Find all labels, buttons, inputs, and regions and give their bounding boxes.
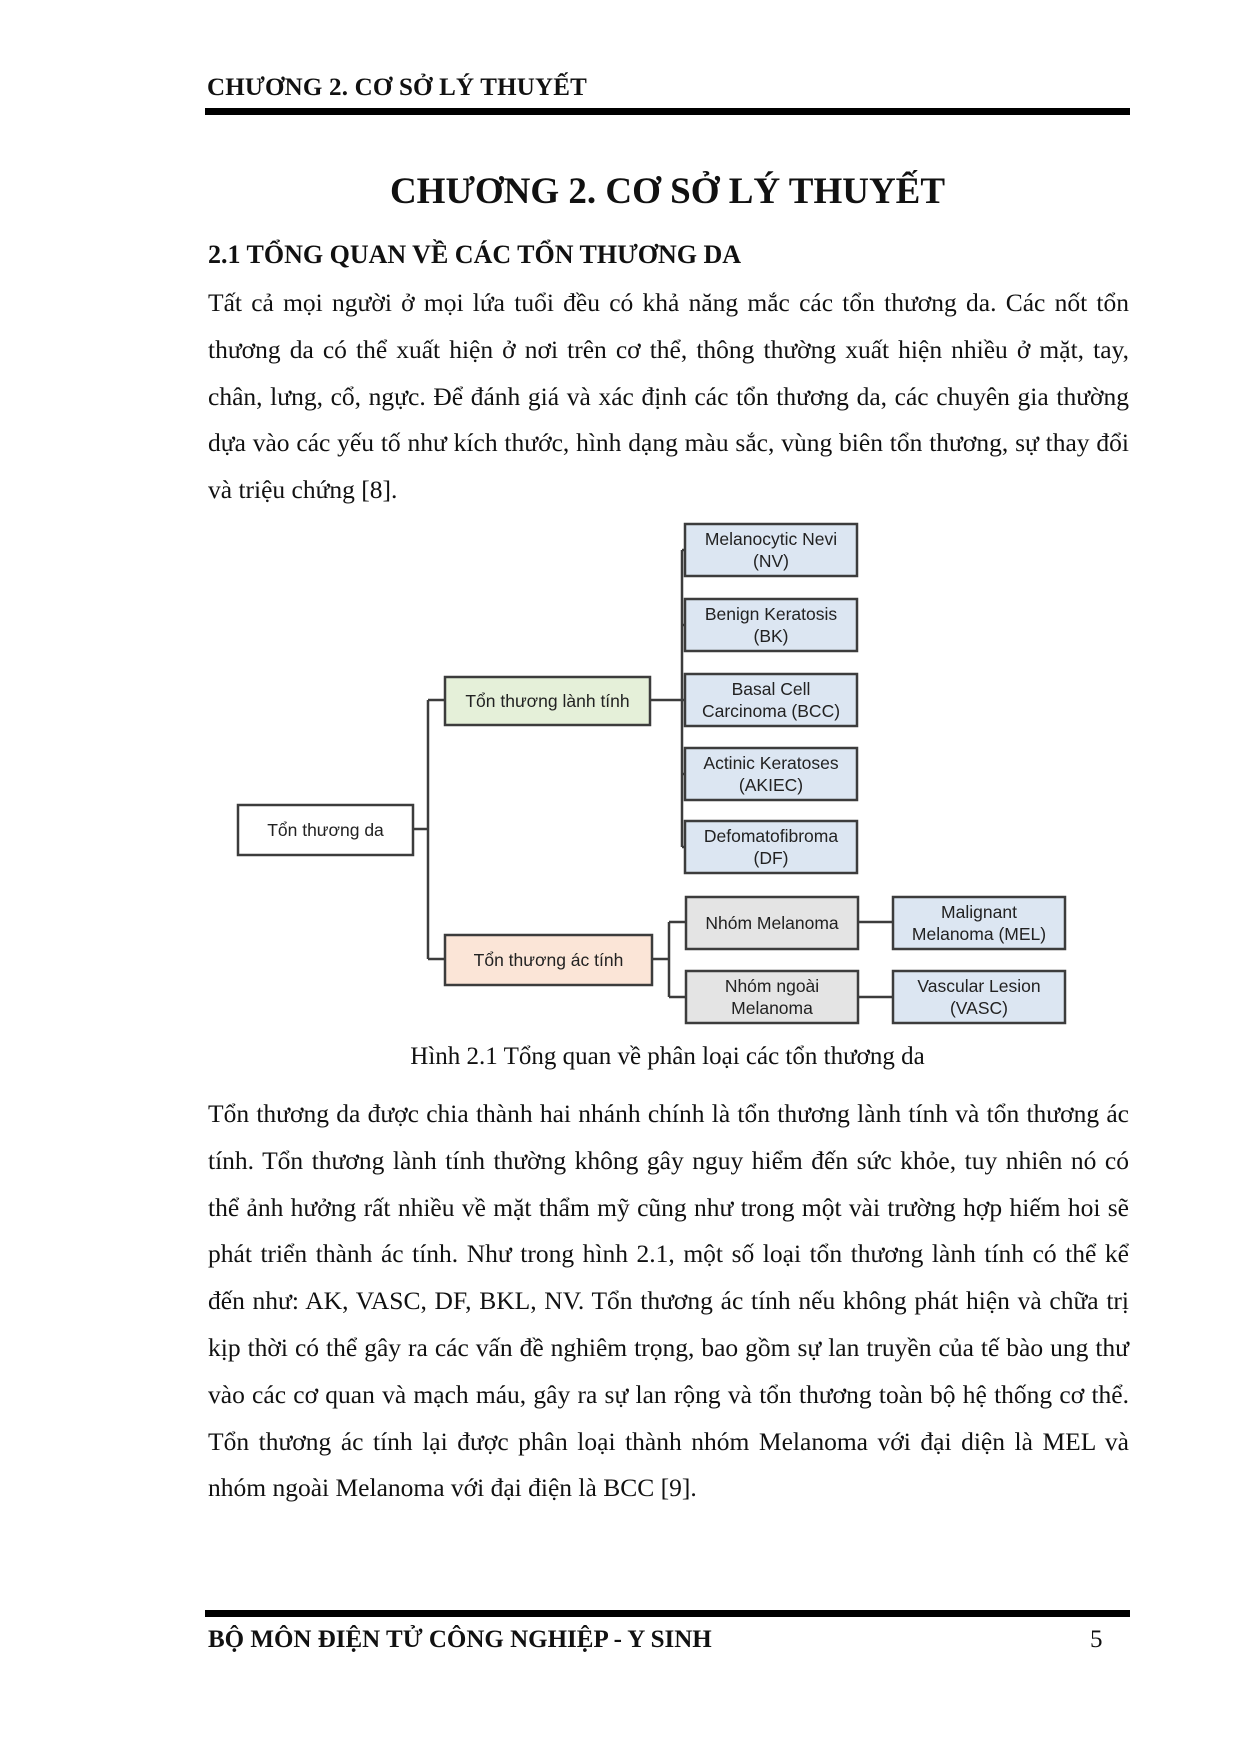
malignant-item-1-label: Melanoma (MEL) — [911, 924, 1047, 944]
section-title: 2.1 TỔNG QUAN VỀ CÁC TỔN THƯƠNG DA — [208, 240, 742, 269]
benign-item-5-label: (DF) — [753, 848, 789, 868]
malignant-group-2-label: Melanoma — [731, 998, 813, 1018]
footer-department: BỘ MÔN ĐIỆN TỬ CÔNG NGHIỆP - Y SINH — [208, 1626, 712, 1653]
benign-item-2-label: Benign Keratosis — [704, 604, 838, 624]
malignant-item-2-label: (VASC) — [949, 998, 1009, 1018]
running-header: CHƯƠNG 2. CƠ SỞ LÝ THUYẾT — [207, 74, 588, 101]
benign-item-2 — [685, 599, 857, 651]
benign-item-3-label: Carcinoma (BCC) — [701, 701, 841, 721]
malignant-group-1 — [686, 897, 858, 949]
malignant-group-2-label: Nhóm ngoài — [724, 976, 820, 996]
benign-item-4-label: (AKIEC) — [738, 775, 804, 795]
benign-item-5-label: Defomatofibroma — [703, 826, 839, 846]
body-paragraph: Tổn thương da được chia thành hai nhánh chính là tổn thương lành tính và tổn thương ác tính. Tổn thương lành tính thường không gây nguy hiểm đến sức khỏe, tuy nhiên nó có thể ảnh hưởng rất nhiều về mặt thẩm mỹ cũng như trong một vài trường hợp hiếm hoi sẽ phát triển thành ác tính. Như trong hình 2.1, một số loại tổn thương lành tính có thể kể đến như: AK, VASC, DF, BKL, NV. Tổn thương ác tính nếu không phát hiện và chữa trị kịp thời có thể gây ra các vấn đề nghiêm trọng, bao gồm sự lan truyền của tế bào ung thư vào các cơ quan và mạch máu, gây ra sự lan rộng và tổn thương toàn bộ hệ thống cơ thể. Tổn thương ác tính lại được phân loại thành nhóm Melanoma với đại diện là MEL và nhóm ngoài Melanoma với đại điện là BCC [9]. — [208, 1099, 1129, 1503]
malignant-item-2-label: Vascular Lesion — [917, 976, 1041, 996]
benign-item-3-label: Basal Cell — [731, 679, 811, 699]
malignant-node-label: Tổn thương ác tính — [473, 950, 624, 970]
benign-node — [445, 677, 650, 725]
malignant-item-2 — [893, 971, 1065, 1023]
footer-rule — [205, 1610, 1130, 1617]
malignant-group-1-label: Nhóm Melanoma — [705, 913, 839, 933]
benign-item-2-label: (BK) — [753, 626, 789, 646]
intro-paragraph: Tất cả mọi người ở mọi lứa tuổi đều có khả năng mắc các tổn thương da. Các nốt tổn thương da có thể xuất hiện ở nơi trên cơ thể, thông thường xuất hiện nhiều ở mặt, tay, chân, lưng, cổ, ngực. Để đánh giá và xác định các tổn thương da, các chuyên gia thường dựa vào các yếu tố như kích thước, hình dạng màu sắc, vùng biên tổn thương, sự thay đổi và triệu chứng [8]. — [208, 288, 1129, 505]
benign-item-4-label: Actinic Keratoses — [703, 753, 839, 773]
benign-item-1 — [685, 524, 857, 576]
chapter-title: CHƯƠNG 2. CƠ SỞ LÝ THUYẾT — [389, 171, 946, 212]
benign-node-label: Tổn thương lành tính — [465, 691, 630, 711]
malignant-item-1-label: Malignant — [941, 902, 1017, 922]
malignant-item-1 — [893, 897, 1065, 949]
root-node — [238, 805, 413, 855]
benign-item-1-label: Melanocytic Nevi — [704, 529, 838, 549]
page-number: 5 — [1090, 1626, 1103, 1653]
malignant-node — [445, 935, 652, 985]
benign-item-5 — [685, 821, 857, 873]
benign-item-4 — [685, 748, 857, 800]
malignant-group-2 — [686, 971, 858, 1023]
figure-caption: Hình 2.1 Tổng quan về phân loại các tổn thương da — [410, 1043, 925, 1070]
benign-item-3 — [685, 674, 857, 726]
root-node-label: Tổn thương da — [267, 820, 384, 840]
benign-item-1-label: (NV) — [753, 551, 789, 571]
